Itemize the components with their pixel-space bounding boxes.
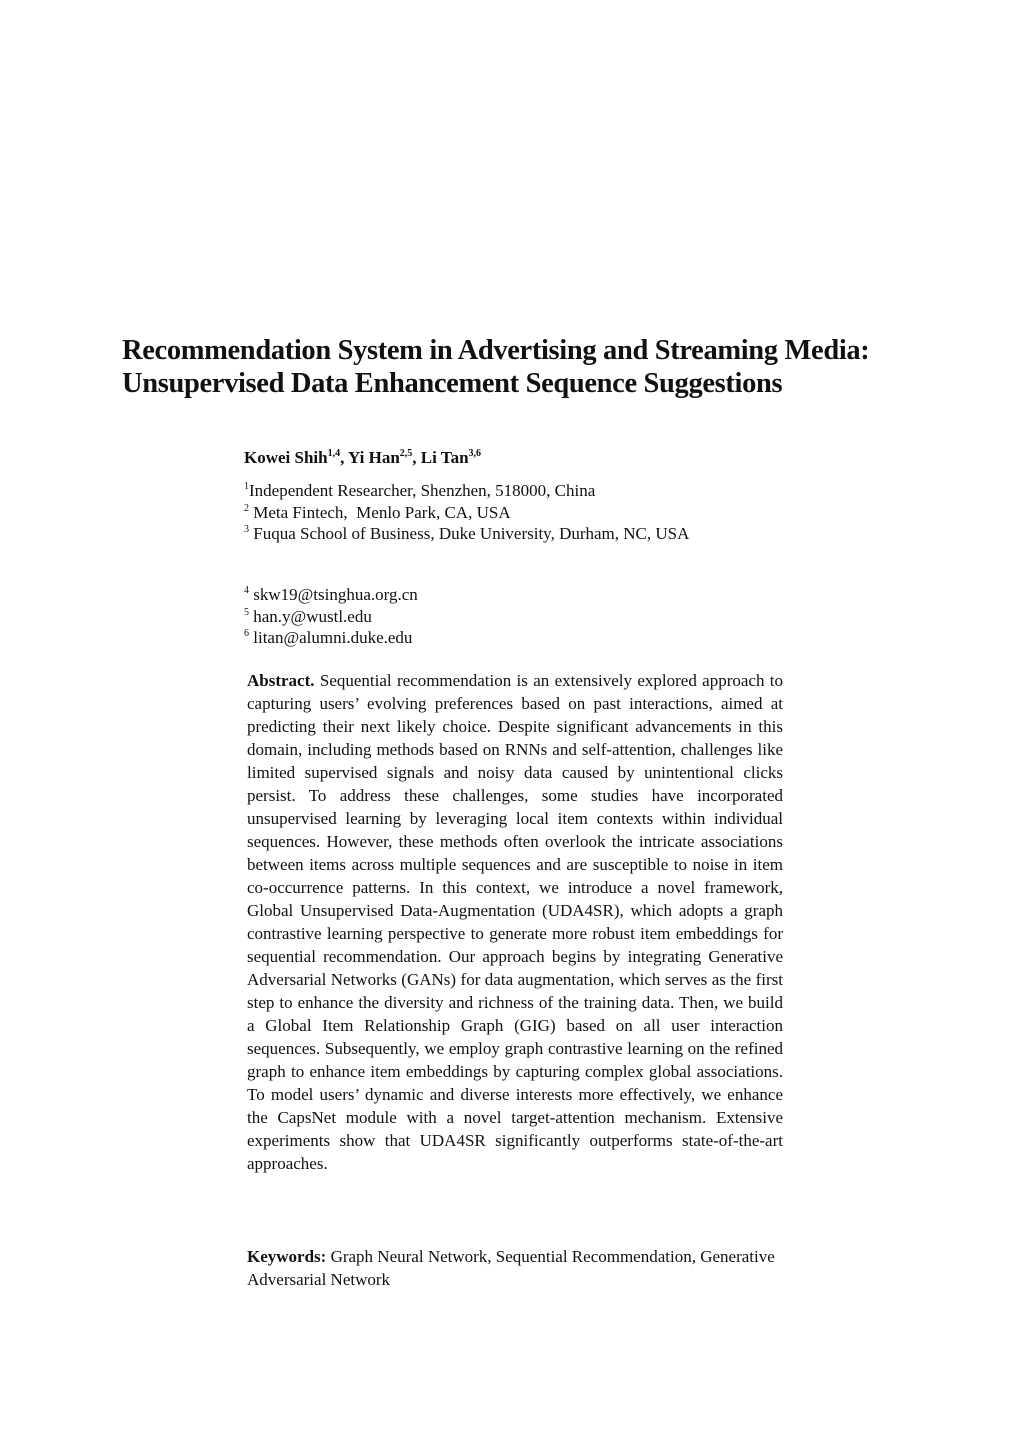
email-number: 6 [244,628,249,639]
affiliation-line [244,502,689,524]
paper-title [122,334,922,400]
paper-title-line-2: Unsupervised Data Enhancement Sequence Suggestions [122,368,783,399]
affiliation-number: 1 [244,481,249,492]
affiliation-line [244,480,689,502]
keywords-text: Graph Neural Network, Sequential Recommendation, Generative Adversarial Network [247,1247,775,1289]
email-number: 4 [244,585,249,596]
email-address: litan@alumni.duke.edu [249,628,413,647]
email-line [244,584,418,606]
author-affiliation-marks: 2,5 [399,448,413,459]
affiliation-number: 2 [244,502,249,514]
author-list [244,448,481,468]
affiliation-list [244,480,689,545]
email-list [244,584,418,649]
affiliation-text: Independent Researcher, Shenzhen, 518000, China [249,481,596,500]
affiliation-text: Meta Fintech, Menlo Park, CA, USA [249,502,511,522]
email-address: han.y@wustl.edu [249,606,372,626]
author-name: Kowei Shih [244,448,328,467]
keywords-label: Keywords: [247,1247,327,1266]
email-line [244,627,418,649]
keywords [247,1245,783,1291]
affiliation-text: Fuqua School of Business, Duke University, Durham, NC, USA [249,524,690,543]
email-line [244,606,418,628]
author-affiliation-marks: 1,4 [327,448,341,459]
author-affiliation-marks: 3,6 [468,448,482,459]
paper-title-line-1: Recommendation System in Advertising and Streaming Media: [122,335,870,366]
abstract-label: Abstract. [247,671,315,690]
affiliation-number: 3 [244,524,249,535]
author-separator: , [412,448,421,467]
author-name: Li Tan [420,448,469,467]
affiliation-line [244,523,689,545]
email-address: skw19@tsinghua.org.cn [249,585,418,604]
author-name: Yi Han [347,448,400,467]
abstract [247,669,783,1175]
email-number: 5 [244,606,249,618]
abstract-text: Sequential recommendation is an extensively explored approach to capturing users’ evolving preferences based on past interactions, aimed at predicting their next likely choice. Despite significant advancements in this domain, including methods based on RNNs and self-attention, challenges like limited supervised signals and noisy data caused by unintentional clicks persist. To address these challenges, some studies have incorporated unsupervised learning by leveraging local item contexts within individual sequences. However, these methods often overlook the intricate associations between items across multiple sequences and are susceptible to noise in item co-occurrence patterns. In this context, we introduce a novel framework, Global Unsupervised Data-Augmentation (UDA4SR), which adopts a graph contrastive learning perspective to generate more robust item embeddings for sequential recommendation. Our approach begins by integrating Generative Adversarial Networks (GANs) for data augmentation, which serves as the first step to enhance the diversity and richness of the training data. Then, we build a Global Item Relationship Graph (GIG) based on all user interaction sequences. Subsequently, we employ graph contrastive learning on the refined graph to enhance item embeddings by capturing complex global associations. To model users’ dynamic and diverse interests more effectively, we enhance the CapsNet module with a novel target-attention mechanism. Extensive experiments show that UDA4SR significantly outperforms state-of-the-art approaches. [247,671,784,1173]
author-separator: , [340,448,348,467]
